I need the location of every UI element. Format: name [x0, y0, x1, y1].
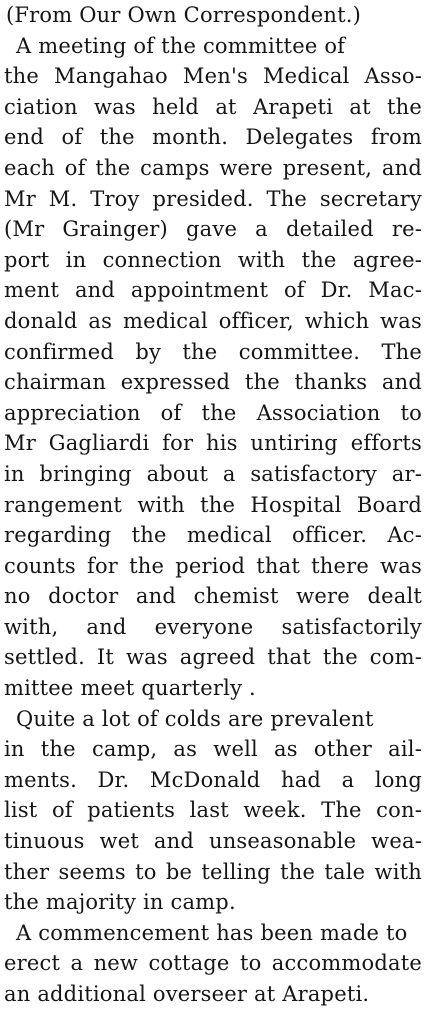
text-line: Mr M. Troy presided. The secretary: [4, 186, 422, 211]
text-line: donald as medical officer, which was: [4, 308, 422, 333]
text-line: Quite a lot of colds are prevalent: [16, 706, 374, 731]
paragraph-colds: [0, 704, 426, 918]
text-line: settled. It was agreed that the com-: [4, 645, 422, 670]
text-line: rangement with the Hospital Board: [4, 492, 422, 517]
text-line: confirmed by the committee. The: [4, 339, 422, 364]
text-line: regarding the medical officer. Ac-: [4, 523, 422, 548]
text-line: the Mangahao Men's Medical Asso-: [4, 64, 422, 89]
text-line: Mr Gagliardi for his untiring efforts: [4, 431, 422, 456]
text-line: an additional overseer at Arapeti.: [4, 982, 370, 1006]
text-line: each of the camps were present, and: [4, 155, 422, 180]
text-line: appreciation of the Association to: [4, 400, 422, 425]
text-line: port in connection with the agree-: [4, 247, 422, 272]
paragraph-meeting: [0, 31, 426, 704]
text-line: list of patients last week. The con-: [4, 798, 422, 823]
text-line: chairman expressed the thanks and: [4, 370, 422, 395]
text-line: ciation was held at Arapeti at the: [4, 94, 422, 119]
byline: (From Our Own Correspondent.): [6, 3, 361, 27]
text-line: tinuous wet and unseasonable wea-: [4, 829, 422, 854]
text-line: (Mr Grainger) gave a detailed re-: [4, 217, 422, 242]
paragraph-cottage: [0, 918, 426, 1010]
text-line: counts for the period that there was: [4, 553, 422, 578]
text-line: mittee meet quarterly .: [4, 676, 256, 701]
text-line: A meeting of the committee of: [16, 33, 346, 58]
text-line: erect a new cottage to accommodate: [4, 951, 422, 976]
text-line: ment and appointment of Dr. Mac-: [4, 278, 422, 303]
text-line: in bringing about a satisfactory ar-: [4, 461, 422, 486]
text-line: A commencement has been made to: [16, 920, 408, 945]
text-line: no doctor and chemist were dealt: [4, 584, 422, 609]
text-line: ther seems to be telling the tale with: [4, 859, 422, 884]
text-line: end of the month. Delegates from: [4, 125, 422, 150]
text-line: in the camp, as well as other ail-: [4, 737, 422, 762]
text-line: with, and everyone satisfactorily: [4, 614, 422, 639]
text-line: the majority in camp.: [4, 890, 236, 915]
text-line: ments. Dr. McDonald had a long: [4, 767, 422, 792]
